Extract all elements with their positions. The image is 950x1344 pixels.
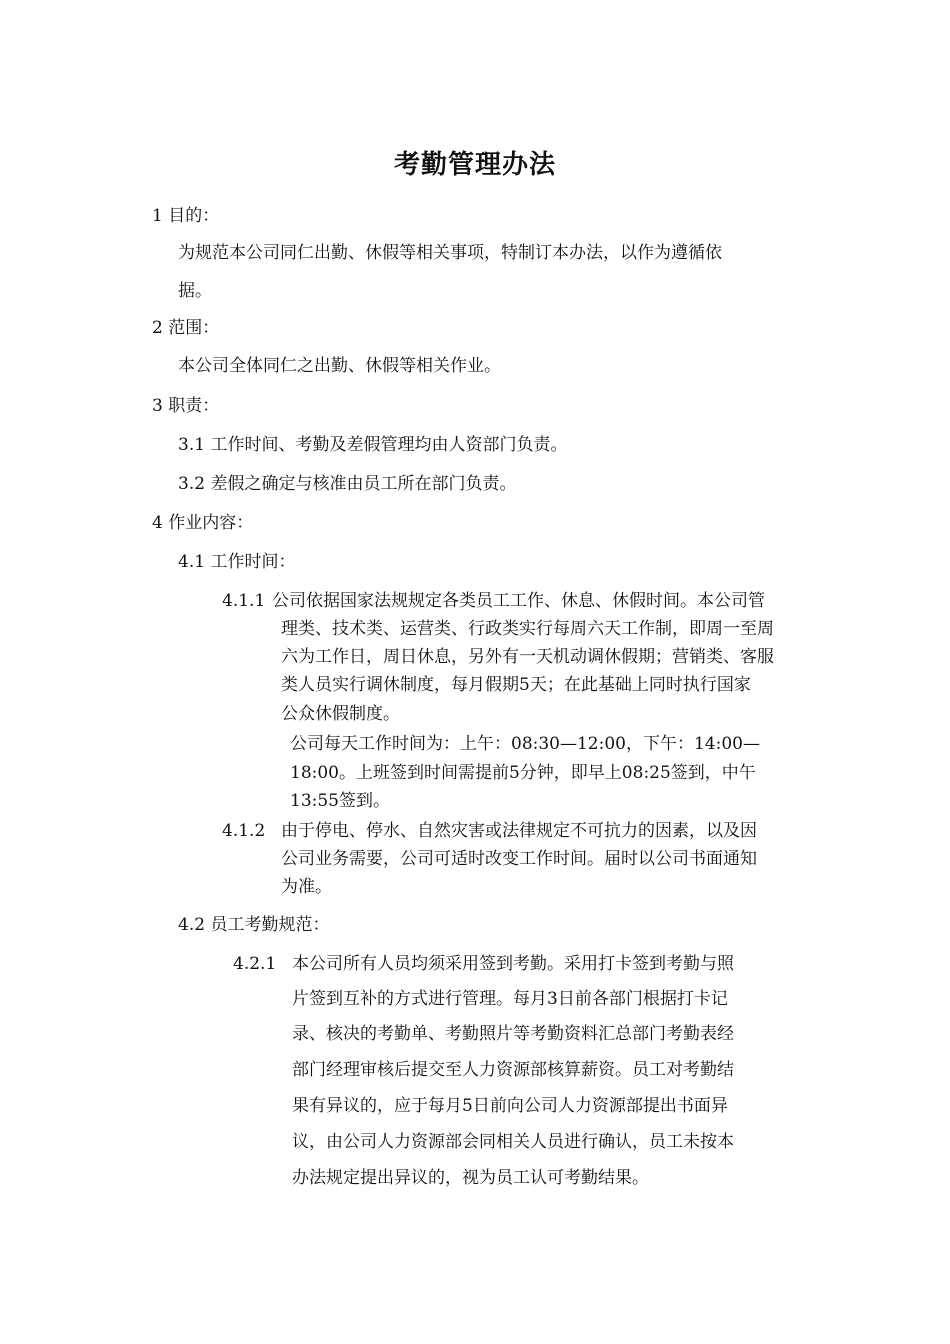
work-hours-line-3: 13:55签到。 bbox=[290, 791, 390, 811]
clause-4-2-1-line-2: 片签到互补的方式进行管理。每月3日前各部门根据打卡记 bbox=[292, 989, 728, 1009]
subsection-4-1-heading: 4.1 工作时间： bbox=[178, 552, 296, 572]
section-3-item-1: 3.1 工作时间、考勤及差假管理均由人资部门负责。 bbox=[178, 435, 568, 455]
clause-4-2-1-line-6: 议，由公司人力资源部会同相关人员进行确认，员工未按本 bbox=[292, 1132, 734, 1152]
clause-4-2-1-line-3: 录、核决的考勤单、考勤照片等考勤资料汇总部门考勤表经 bbox=[292, 1024, 734, 1044]
clause-4-1-1-line-5: 公众休假制度。 bbox=[281, 704, 400, 724]
section-2-heading: 2 范围： bbox=[152, 318, 220, 338]
work-hours-line-2: 18:00。上班签到时间需提前5分钟，即早上08:25签到，中午 bbox=[290, 763, 756, 783]
clause-4-2-1-line-7: 办法规定提出异议的，视为员工认可考勤结果。 bbox=[292, 1168, 649, 1188]
clause-4-1-2-number: 4.1.2 bbox=[222, 821, 266, 841]
subsection-4-2-heading: 4.2 员工考勤规范： bbox=[178, 915, 330, 935]
page-title: 考勤管理办法 bbox=[393, 150, 556, 180]
section-1-text-line-2: 据。 bbox=[178, 281, 212, 301]
section-1-heading: 1 目的： bbox=[152, 206, 220, 226]
section-4-heading: 4 作业内容： bbox=[152, 513, 254, 533]
clause-4-1-1-line-1: 公司依据国家法规规定各类员工工作、休息、休假时间。本公司管 bbox=[272, 591, 765, 611]
section-3-item-2: 3.2 差假之确定与核准由员工所在部门负责。 bbox=[178, 474, 517, 494]
work-hours-line-1: 公司每天工作时间为：上午：08:30—12:00，下午：14:00— bbox=[290, 734, 760, 754]
section-3-heading: 3 职责： bbox=[152, 396, 220, 416]
clause-4-1-1-line-3: 六为工作日，周日休息，另外有一天机动调休假期；营销类、客服 bbox=[281, 647, 774, 667]
section-1-text-line-1: 为规范本公司同仁出勤、休假等相关事项，特制订本办法，以作为遵循依 bbox=[178, 243, 722, 263]
section-2-text: 本公司全体同仁之出勤、休假等相关作业。 bbox=[178, 356, 501, 376]
clause-4-2-1-line-4: 部门经理审核后提交至人力资源部核算薪资。员工对考勤结 bbox=[292, 1060, 734, 1080]
clause-4-1-2-line-3: 为准。 bbox=[281, 877, 332, 897]
clause-4-1-1-line-2: 理类、技术类、运营类、行政类实行每周六天工作制，即周一至周 bbox=[281, 619, 774, 639]
clause-4-1-2-line-2: 公司业务需要，公司可适时改变工作时间。届时以公司书面通知 bbox=[281, 849, 757, 869]
clause-4-1-2-line-1: 由于停电、停水、自然灾害或法律规定不可抗力的因素，以及因 bbox=[281, 821, 757, 841]
clause-4-2-1-number: 4.2.1 bbox=[233, 954, 277, 974]
clause-4-2-1-line-1: 本公司所有人员均须采用签到考勤。采用打卡签到考勤与照 bbox=[292, 954, 734, 974]
clause-4-2-1-line-5: 果有异议的，应于每月5日前向公司人力资源部提出书面异 bbox=[292, 1096, 728, 1116]
clause-4-1-1-number: 4.1.1 bbox=[222, 591, 266, 611]
clause-4-1-1-line-4: 类人员实行调休制度，每月假期5天；在此基础上同时执行国家 bbox=[281, 675, 751, 695]
